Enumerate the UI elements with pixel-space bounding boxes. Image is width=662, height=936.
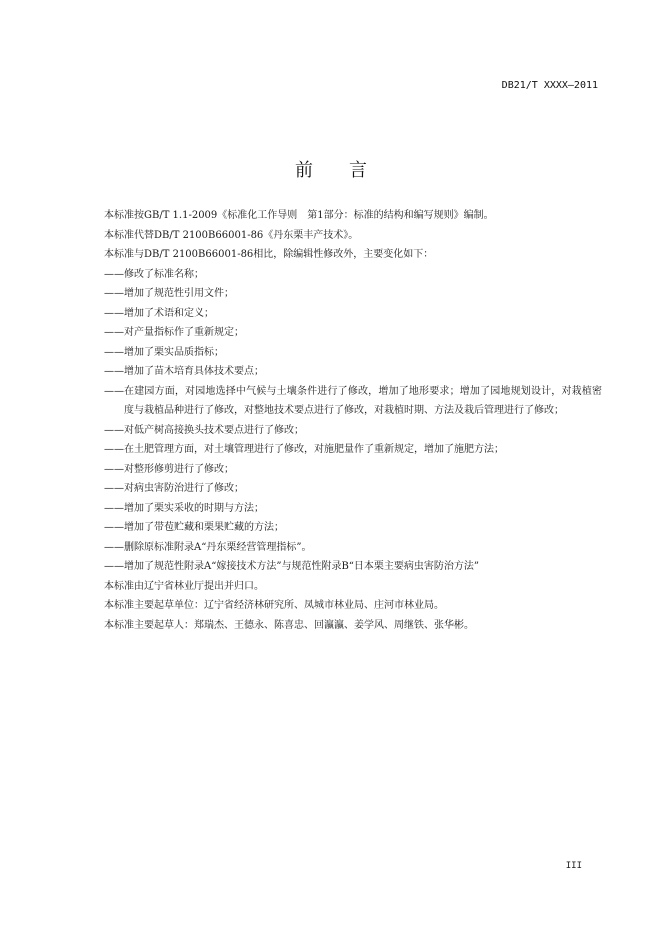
dash-marker: —— <box>104 463 124 475</box>
foreword-body <box>104 206 602 635</box>
change-text: 对产量指标作了重新规定； <box>124 327 244 338</box>
dash-marker: —— <box>104 483 124 494</box>
change-item <box>104 440 602 460</box>
change-item <box>104 284 602 304</box>
closing-line: 本标准由辽宁省林业厅提出并归口。 <box>104 580 264 592</box>
change-item <box>104 460 602 480</box>
dash-marker: —— <box>104 561 124 572</box>
change-item <box>104 421 602 441</box>
change-text: 增加了苗木培育具体技术要点； <box>124 366 264 377</box>
dash-marker: —— <box>104 366 124 377</box>
change-item <box>104 499 602 519</box>
page-title: 前言 <box>295 160 403 181</box>
change-text: 删除原标准附录A“丹东栗经营管理指标”。 <box>124 541 312 553</box>
change-item <box>104 304 602 324</box>
change-item <box>104 538 602 558</box>
change-item <box>104 557 602 577</box>
intro-line: 本标准按GB/T 1.1-2009《标准化工作导则 第1部分：标准的结构和编写规则》编制。 <box>104 210 494 221</box>
dash-marker: —— <box>104 346 124 358</box>
page-number: III <box>565 861 582 871</box>
dash-marker: —— <box>104 307 124 319</box>
intro-line: 本标准代替DB/T 2100B66001-86《丹东栗丰产技术》。 <box>104 229 359 241</box>
change-text: 在土肥管理方面，对土壤管理进行了修改，对施肥量作了重新规定，增加了施肥方法； <box>124 444 504 455</box>
change-item <box>104 323 602 343</box>
change-item <box>104 343 602 363</box>
change-text: 增加了规范性附录A“嫁接技术方法”与规范性附录B“日本栗主要病虫害防治方法” <box>124 561 480 572</box>
closing-line: 本标准主要起草人：郑瑞杰、王德永、陈喜忠、回瀛瀛、姜学风、周继铁、张华彬。 <box>104 619 474 631</box>
change-text: 对整形修剪进行了修改； <box>124 463 234 475</box>
change-text: 增加了带苞贮藏和栗果贮藏的方法； <box>124 522 284 533</box>
change-item <box>104 362 602 382</box>
change-text: 在建园方面，对园地选择中气候与土壤条件进行了修改，增加了地形要求；增加了园地规划设计，对栽植密度与栽植品种进行了修改，对整地技术要点进行了修改，对栽植时期、方法及栽后管理进行了修改； <box>124 385 602 416</box>
dash-marker: —— <box>104 522 124 533</box>
change-text: 修改了标准名称； <box>124 268 204 280</box>
change-text: 增加了规范性引用文件； <box>124 288 234 299</box>
dash-marker: —— <box>104 327 124 338</box>
change-item <box>104 518 602 538</box>
change-text: 增加了栗实采收的时期与方法； <box>124 502 264 514</box>
change-text: 对病虫害防治进行了修改； <box>124 483 244 494</box>
dash-marker: —— <box>104 268 124 280</box>
dash-marker: —— <box>104 502 124 514</box>
change-text: 增加了栗实品质指标； <box>124 346 224 358</box>
dash-marker: —— <box>104 444 124 455</box>
change-item <box>104 265 602 285</box>
change-item <box>104 382 602 421</box>
change-text: 增加了术语和定义； <box>124 307 214 319</box>
change-text: 对低产树高接换头技术要点进行了修改； <box>124 424 304 436</box>
dash-marker: —— <box>104 288 124 299</box>
change-item <box>104 479 602 499</box>
dash-marker: —— <box>104 385 124 397</box>
dash-marker: —— <box>104 541 124 553</box>
dash-marker: —— <box>104 424 124 436</box>
closing-line: 本标准主要起草单位：辽宁省经济林研究所、凤城市林业局、庄河市林业局。 <box>104 600 444 611</box>
document-code: DB21/T XXXX—2011 <box>501 80 598 91</box>
intro-line: 本标准与DB/T 2100B66001-86相比，除编辑性修改外，主要变化如下： <box>104 249 434 260</box>
